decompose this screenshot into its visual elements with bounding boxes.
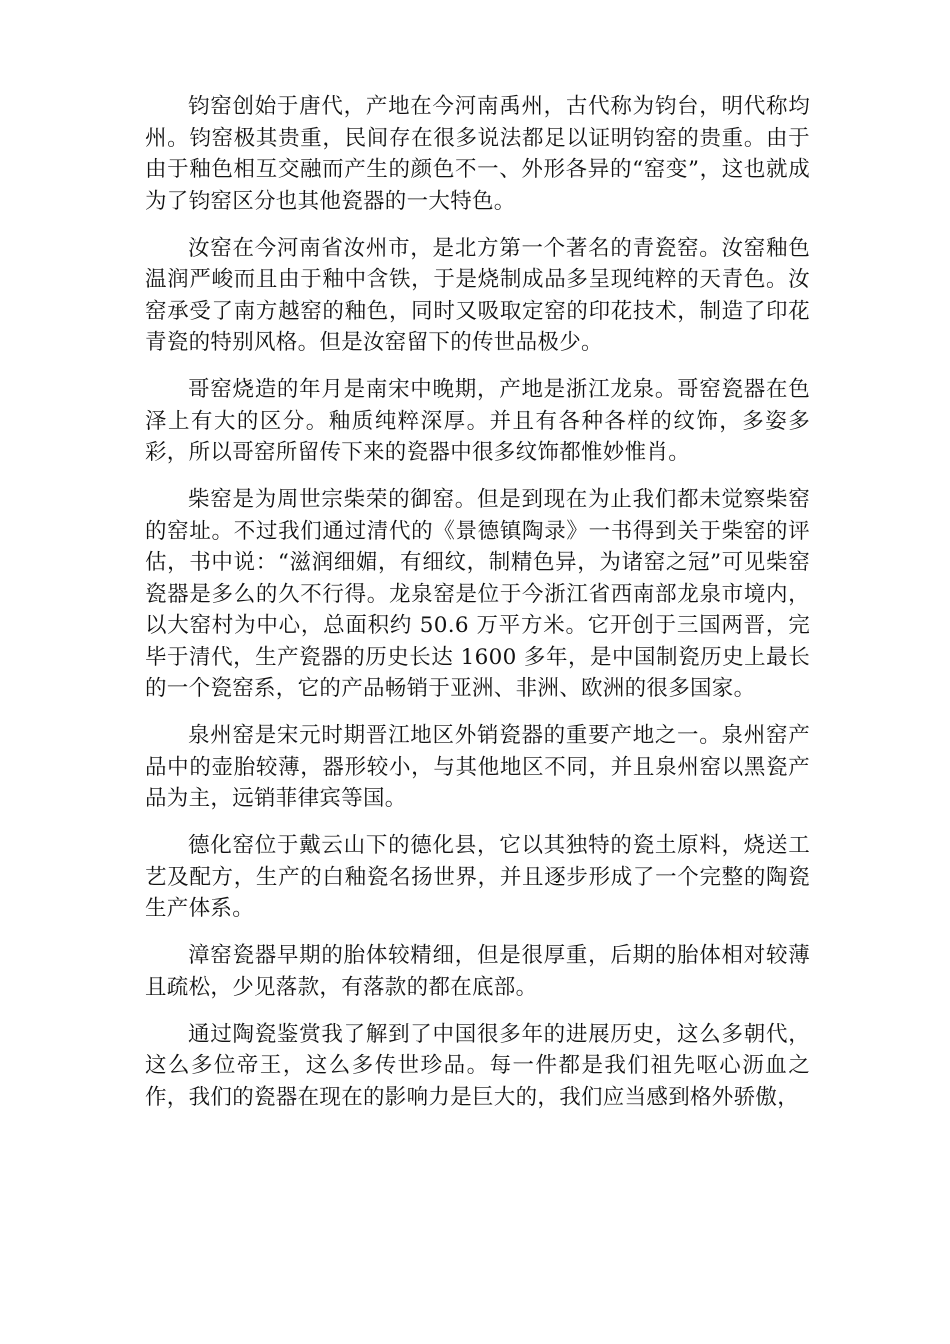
paragraph-quanzhou-kiln: 泉州窑是宋元时期晋江地区外销瓷器的重要产地之一。泉州窑产品中的壶胎较薄，器形较小，与其他地区不同，并且泉州窑以黑瓷产品为主，远销菲律宾等国。: [145, 723, 810, 811]
paragraph-ru-kiln: 汝窑在今河南省汝州市，是北方第一个著名的青瓷窑。汝窑釉色温润严峻而且由于釉中含铁，于是烧制成品多呈现纯粹的天青色。汝窑承受了南方越窑的釉色，同时又吸取定窑的印花技术，制造了印花青瓷的特别风格。但是汝窑留下的传世品极少。: [145, 235, 810, 355]
document-page: [145, 91, 810, 1129]
paragraph-jun-kiln: 钧窑创始于唐代，产地在今河南禹州，古代称为钧台，明代称均州。钧窑极其贵重，民间存在很多说法都足以证明钧窑的贵重。由于由于釉色相互交融而产生的颜色不一、外形各异的“窑变”，这也就成为了钧窑区分也其他瓷器的一大特色。: [145, 94, 810, 214]
paragraph-chai-longquan-kiln: 柴窑是为周世宗柴荣的御窑。但是到现在为止我们都未觉察柴窑的窑址。不过我们通过清代的《景德镇陶录》一书得到关于柴窑的评估，书中说：“滋润细媚，有细纹，制精色异，为诸窑之冠”可见柴窑瓷器是多么的久不行得。龙泉窑是位于今浙江省西南部龙泉市境内，以大窑村为中心，总面积约 50.6 万平方米。它开创于三国两晋，完毕于清代，生产瓷器的历史长达 1600 多年，是中国制瓷历史上最长的一个瓷窑系，它的产品畅销于亚洲、非洲、欧洲的很多国家。: [145, 487, 810, 701]
paragraph-dehua-kiln: 德化窑位于戴云山下的德化县，它以其独特的瓷土原料，烧送工艺及配方，生产的白釉瓷名扬世界，并且逐步形成了一个完整的陶瓷生产体系。: [145, 833, 810, 921]
paragraph-zhang-kiln: 漳窑瓷器早期的胎体较精细，但是很厚重，后期的胎体相对较薄且疏松，少见落款，有落款的都在底部。: [145, 943, 810, 1000]
paragraph-conclusion: 通过陶瓷鉴赏我了解到了中国很多年的进展历史，这么多朝代，这么多位帝王，这么多传世珍品。每一件都是我们祖先呕心沥血之作，我们的瓷器在现在的影响力是巨大的，我们应当感到格外骄傲，: [145, 1021, 810, 1110]
paragraph-ge-kiln: 哥窑烧造的年月是南宋中晚期，产地是浙江龙泉。哥窑瓷器在色泽上有大的区分。釉质纯粹深厚。并且有各种各样的纹饰，多姿多彩，所以哥窑所留传下来的瓷器中很多纹饰都惟妙惟肖。: [145, 377, 810, 465]
